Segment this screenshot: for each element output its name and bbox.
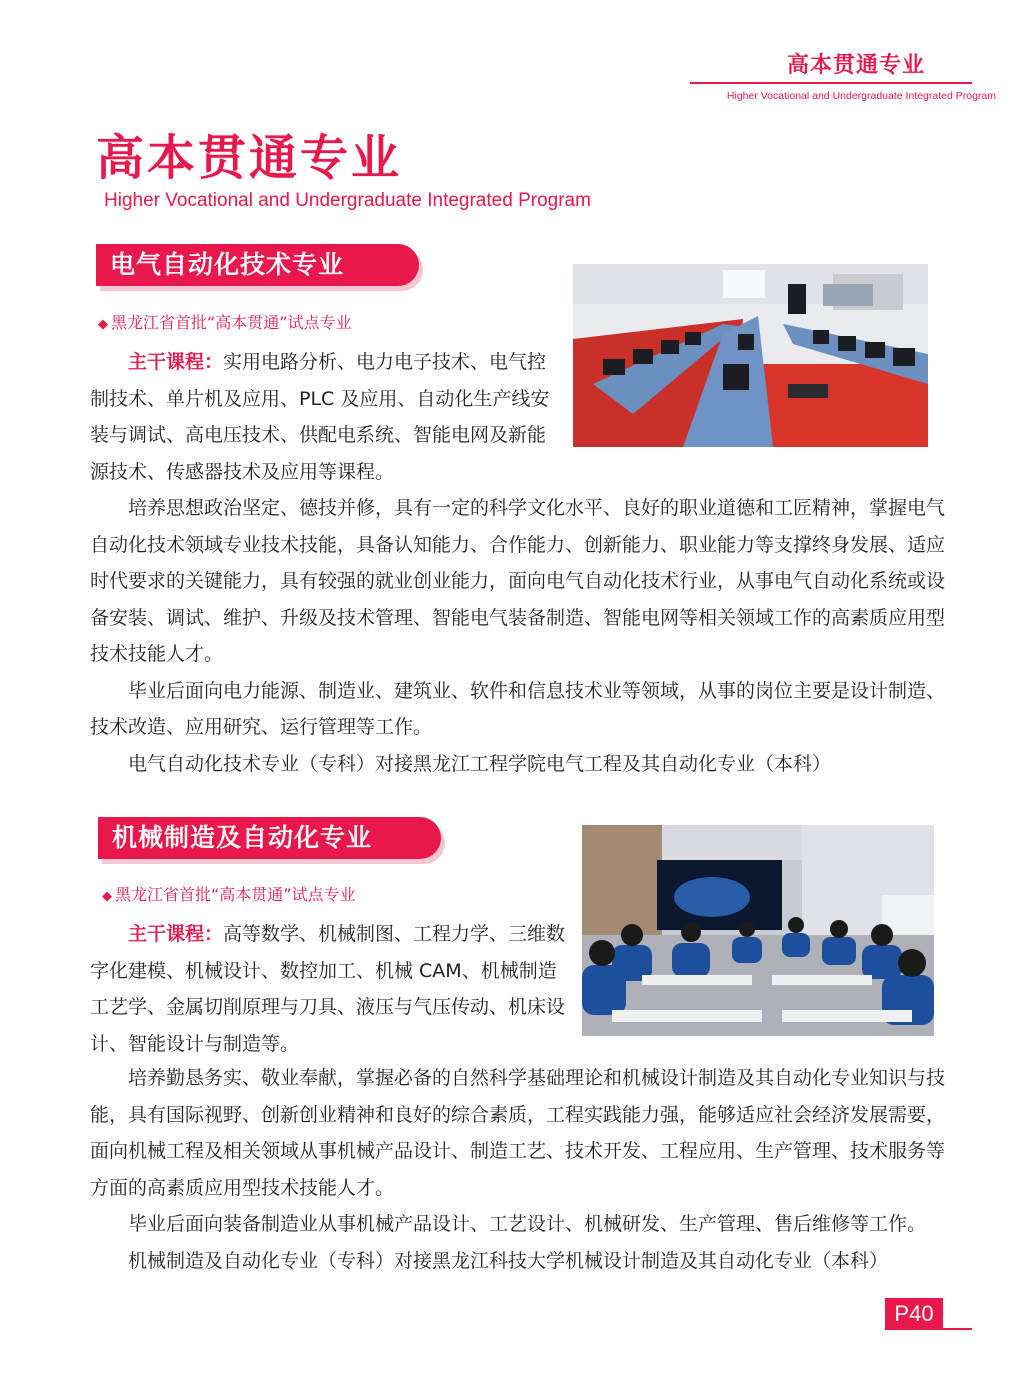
- running-header-title: 高本贯通专业: [786, 53, 925, 78]
- pilot-note: ◆ 黑龙江省首批“高本贯通”试点专业: [98, 313, 352, 332]
- link-paragraph: 电气自动化技术专业（专科）对接黑龙江工程学院电气工程及其自动化专业（本科）: [128, 752, 832, 775]
- page-number: P40: [885, 1298, 943, 1330]
- course-text: 实用电路分析、电力电子技术、电气控制技术、单片机及应用、PLC 及应用、自动化生产线安装与调试、高电压技术、供配电系统、智能电网及新能源技术、传感器技术及应用等课程。: [90, 351, 550, 483]
- running-header-subtitle: Higher Vocational and Undergraduate Integrated Program: [726, 90, 996, 102]
- diamond-icon: ◆: [98, 317, 108, 332]
- course-text: 高等数学、机械制图、工程力学、三维数字化建模、机械设计、数控加工、机械 CAM、机械制造工艺学、金属切削原理与刀具、液压与气压传动、机床设计、智能设计与制造等。: [90, 923, 566, 1055]
- page-subtitle: Higher Vocational and Undergraduate Integrated Program: [104, 190, 591, 211]
- section-title-mechanical: 机械制造及自动化专业: [98, 817, 441, 859]
- link-paragraph: 机械制造及自动化专业（专科）对接黑龙江科技大学机械设计制造及其自动化专业（本科）: [128, 1249, 889, 1272]
- goal-paragraph: 培养勤恳务实、敬业奉献，掌握必备的自然科学基础理论和机械设计制造及其自动化专业知识与技能，具有国际视野、创新创业精神和良好的综合素质，工程实践能力强，能够适应社会经济发展需要，面向机械工程及相关领域从事机械产品设计、制造工艺、技术开发、工程应用、生产管理、技术服务等方面的高素质应用型技术技能人才。: [90, 1067, 946, 1199]
- section-title-electrical: 电气自动化技术专业: [96, 244, 419, 286]
- classroom-image: [582, 825, 934, 1036]
- computer-lab-image: [573, 264, 928, 447]
- course-paragraph-electrical: [90, 344, 562, 490]
- goal-paragraph: 培养思想政治坚定、德技并修，具有一定的科学文化水平、良好的职业道德和工匠精神，掌握电气自动化技术领域专业技术技能，具备认知能力、合作能力、创新能力、职业能力等支撑终身发展、适应时代要求的关键能力，具有较强的就业创业能力，面向电气自动化技术行业，从事电气自动化系统或设备安装、调试、维护、升级及技术管理、智能电气装备制造、智能电网等相关领域工作的高素质应用型技术技能人才。: [90, 497, 946, 665]
- header-divider: [690, 82, 972, 84]
- page-number-underline: [940, 1328, 972, 1330]
- classroom-photo: [582, 825, 934, 1036]
- diamond-icon: ◆: [102, 889, 112, 904]
- career-paragraph: 毕业后面向电力能源、制造业、建筑业、软件和信息技术业等领域，从事的岗位主要是设计制造、技术改造、应用研究、运行管理等工作。: [90, 679, 946, 738]
- course-label: 主干课程：: [128, 923, 224, 945]
- course-paragraph-mechanical: [90, 916, 570, 1062]
- pilot-note: ◆ 黑龙江省首批“高本贯通”试点专业: [102, 885, 356, 904]
- section-body-electrical: [90, 490, 945, 782]
- career-paragraph: 毕业后面向装备制造业从事机械产品设计、工艺设计、机械研发、生产管理、售后维修等工作。: [128, 1213, 927, 1235]
- lab-photo: [573, 264, 928, 447]
- course-label: 主干课程：: [128, 351, 224, 373]
- page-title: 高本贯通专业: [96, 130, 403, 186]
- section-body-mechanical: [90, 1060, 945, 1279]
